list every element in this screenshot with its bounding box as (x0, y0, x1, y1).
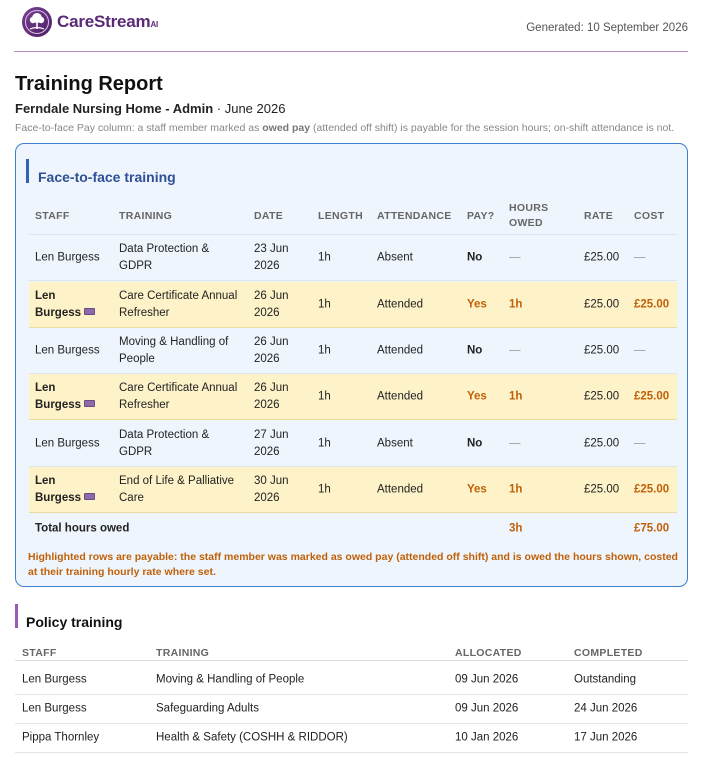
table-row-payable (29, 374, 677, 420)
col-hours: HOURS (509, 202, 549, 214)
rate: £25.00 (584, 298, 620, 310)
staff-name: Len Burgess (35, 380, 95, 414)
payable-footnote: Highlighted rows are payable: the staff member was marked as owed pay (attended off shift) and is owed the hours shown, costed at their training hourly rate where set. (28, 551, 678, 578)
hours-owed: — (509, 251, 521, 263)
face-to-face-header-row (29, 201, 677, 235)
face-to-face-card (15, 143, 688, 587)
table-row (15, 666, 688, 695)
training-name: Health & Safety (COSHH & RIDDOR) (156, 731, 348, 744)
pay-flag: No (467, 437, 483, 449)
training-name: Data Protection & GDPR (119, 242, 210, 272)
training-date: 23 Jun 2026 (254, 242, 289, 272)
total-label: Total hours owed (35, 522, 130, 535)
staff-name: Len Burgess (22, 702, 87, 715)
col-rate: RATE (584, 210, 614, 222)
total-row (29, 513, 677, 545)
pay-flag: Yes (467, 483, 487, 495)
owed-pay-badge-icon (84, 400, 95, 407)
training-name: Moving & Handling of People (156, 673, 305, 686)
allocated-date: 09 Jun 2026 (455, 702, 519, 715)
rate: £25.00 (584, 390, 620, 402)
hours-owed: — (509, 437, 521, 449)
table-row (29, 421, 677, 467)
pay-flag: Yes (467, 390, 487, 402)
training-date: 27 Jun 2026 (254, 428, 289, 458)
pay-column-note: Face-to-face Pay column: a staff member marked as owed pay (attended off shift) is payable for the session hours; on-shift attendance is not. (15, 122, 675, 134)
allocated-date: 09 Jun 2026 (455, 673, 519, 686)
col-owed: OWED (509, 217, 543, 229)
length: 1h (318, 344, 331, 356)
training-date: 26 Jun 2026 (254, 335, 289, 365)
col-training: TRAINING (119, 210, 173, 222)
attendance: Absent (377, 251, 413, 263)
completed-date: 17 Jun 2026 (574, 731, 638, 744)
training-name: Data Protection & GDPR (119, 428, 210, 458)
policy-header-row (15, 645, 688, 661)
length: 1h (318, 483, 331, 495)
attendance: Attended (377, 298, 424, 310)
hours-owed: 1h (509, 390, 523, 402)
staff-name: Len Burgess (35, 344, 100, 356)
pay-flag: No (467, 344, 483, 356)
attendance: Attended (377, 390, 424, 402)
cost: £25.00 (634, 390, 670, 402)
pay-flag: Yes (467, 298, 487, 310)
face-to-face-title: Face-to-face training (26, 159, 176, 183)
table-row (29, 328, 677, 374)
col-attendance: ATTENDANCE (377, 210, 452, 222)
generated-date: Generated: 10 September 2026 (526, 22, 688, 34)
col-length: LENGTH (318, 210, 363, 222)
cost: £25.00 (634, 298, 670, 310)
hours-owed: 1h (509, 483, 523, 495)
total-hours: 3h (509, 522, 523, 535)
col-pay: PAY? (467, 210, 495, 222)
staff-name: Pippa Thornley (22, 731, 100, 744)
policy-training-title: Policy training (15, 604, 122, 628)
col-staff: STAFF (35, 210, 70, 222)
table-row (15, 695, 688, 724)
attendance: Attended (377, 344, 424, 356)
subtitle-separator: · (213, 101, 225, 116)
owed-pay-badge-icon (84, 493, 95, 500)
training-name: Care Certificate Annual Refresher (119, 289, 238, 319)
length: 1h (318, 390, 331, 402)
attendance: Absent (377, 437, 413, 449)
report-subtitle (15, 101, 285, 116)
brand-suffix: AI (150, 20, 159, 29)
hours-owed: — (509, 344, 521, 356)
training-name: Moving & Handling of People (119, 335, 229, 365)
rate: £25.00 (584, 483, 620, 495)
staff-name: Len Burgess (35, 251, 100, 263)
report-header (14, 6, 688, 52)
table-row-payable (29, 282, 677, 328)
cost: — (634, 344, 646, 356)
rate: £25.00 (584, 437, 620, 449)
attendance: Attended (377, 483, 424, 495)
staff-name: Len Burgess (22, 673, 87, 686)
note-owed-pay: owed pay (262, 122, 311, 134)
staff-name: Len Burgess (35, 473, 95, 507)
training-date: 26 Jun 2026 (254, 381, 289, 411)
length: 1h (318, 437, 331, 449)
training-date: 26 Jun 2026 (254, 289, 289, 319)
completed-date: Outstanding (574, 673, 637, 686)
length: 1h (318, 251, 331, 263)
staff-name: Len Burgess (35, 437, 100, 449)
rate: £25.00 (584, 344, 620, 356)
training-name: Safeguarding Adults (156, 702, 259, 715)
col-staff: STAFF (22, 647, 57, 659)
tree-circle-logo-icon (21, 6, 53, 38)
hours-owed: 1h (509, 298, 523, 310)
home-name: Ferndale Nursing Home - Admin (15, 101, 214, 116)
col-date: DATE (254, 210, 284, 222)
cost: — (634, 251, 646, 263)
owed-pay-badge-icon (84, 308, 95, 315)
report-period: June 2026 (224, 101, 286, 116)
table-row (15, 724, 688, 753)
staff-name: Len Burgess (35, 288, 95, 322)
rate: £25.00 (584, 251, 620, 263)
training-name: End of Life & Palliative Care (119, 474, 235, 504)
col-cost: COST (634, 210, 665, 222)
cost: — (634, 437, 646, 449)
page-title: Training Report (15, 73, 163, 95)
training-date: 30 Jun 2026 (254, 474, 289, 504)
pay-flag: No (467, 251, 483, 263)
col-allocated: ALLOCATED (455, 647, 522, 659)
cost: £25.00 (634, 483, 670, 495)
col-training: TRAINING (156, 647, 210, 659)
brand-name: CareStreamAI (57, 12, 159, 31)
total-cost: £75.00 (634, 522, 670, 535)
allocated-date: 10 Jan 2026 (455, 731, 519, 744)
training-name: Care Certificate Annual Refresher (119, 381, 238, 411)
table-row-payable (29, 467, 677, 513)
table-row (29, 235, 677, 281)
length: 1h (318, 298, 331, 310)
completed-date: 24 Jun 2026 (574, 702, 638, 715)
col-completed: COMPLETED (574, 647, 643, 659)
